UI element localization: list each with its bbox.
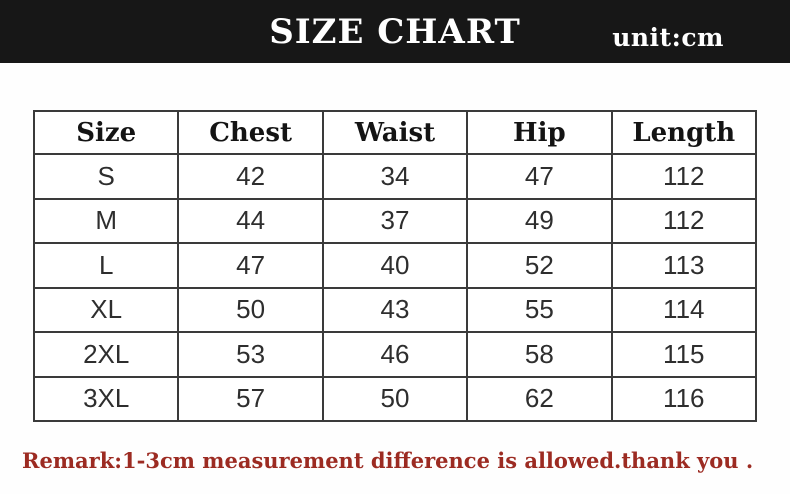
column-header-size: Size (34, 111, 178, 154)
chest-cell: 50 (178, 288, 322, 333)
size-cell: M (34, 199, 178, 244)
waist-cell: 43 (323, 288, 467, 333)
table-row (34, 288, 756, 333)
size-cell: 2XL (34, 332, 178, 377)
table-row (34, 377, 756, 422)
size-cell: S (34, 154, 178, 199)
waist-cell: 37 (323, 199, 467, 244)
table-row (34, 332, 756, 377)
column-header-waist: Waist (323, 111, 467, 154)
header-banner (0, 0, 790, 63)
length-cell: 112 (612, 199, 756, 244)
table-row (34, 243, 756, 288)
length-cell: 113 (612, 243, 756, 288)
length-cell: 112 (612, 154, 756, 199)
column-header-length: Length (612, 111, 756, 154)
waist-cell: 46 (323, 332, 467, 377)
size-cell: L (34, 243, 178, 288)
chest-cell: 42 (178, 154, 322, 199)
waist-cell: 40 (323, 243, 467, 288)
table-header-row (34, 111, 756, 154)
hip-cell: 49 (467, 199, 611, 244)
length-cell: 114 (612, 288, 756, 333)
length-cell: 115 (612, 332, 756, 377)
chest-cell: 57 (178, 377, 322, 422)
chest-cell: 44 (178, 199, 322, 244)
table-row (34, 154, 756, 199)
page-title: SIZE CHART (269, 12, 521, 52)
length-cell: 116 (612, 377, 756, 422)
hip-cell: 52 (467, 243, 611, 288)
waist-cell: 50 (323, 377, 467, 422)
table-row (34, 199, 756, 244)
hip-cell: 62 (467, 377, 611, 422)
waist-cell: 34 (323, 154, 467, 199)
size-cell: 3XL (34, 377, 178, 422)
size-cell: XL (34, 288, 178, 333)
size-table (33, 110, 757, 422)
unit-label: unit:cm (612, 23, 724, 52)
chest-cell: 53 (178, 332, 322, 377)
hip-cell: 55 (467, 288, 611, 333)
chest-cell: 47 (178, 243, 322, 288)
column-header-hip: Hip (467, 111, 611, 154)
column-header-chest: Chest (178, 111, 322, 154)
hip-cell: 47 (467, 154, 611, 199)
hip-cell: 58 (467, 332, 611, 377)
remark-text: Remark:1-3cm measurement difference is allowed.thank you . (22, 448, 754, 473)
